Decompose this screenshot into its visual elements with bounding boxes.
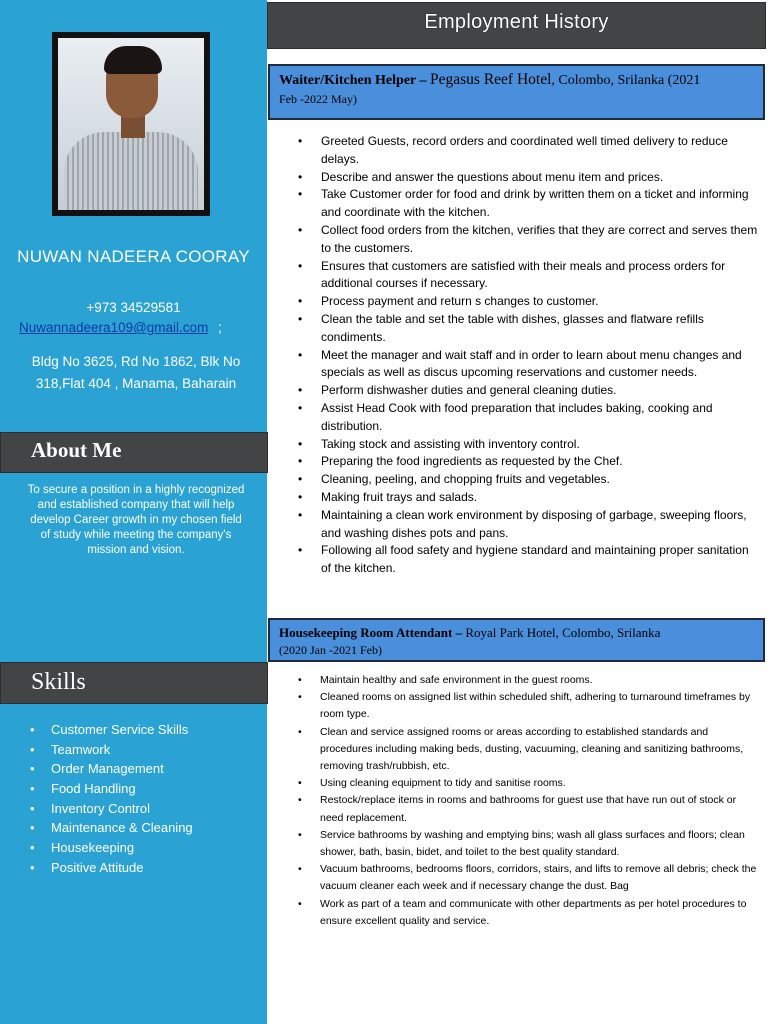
- skill-item: • Teamwork: [30, 741, 111, 757]
- job-dates: (2020 Jan -2021 Feb): [279, 643, 382, 657]
- duty-item: • Assist Head Cook with food preparation that includes baking, cooking and distribution.: [298, 400, 713, 433]
- job-location: , Colombo, Srilanka (2021: [551, 73, 701, 88]
- bullet-icon: •: [298, 400, 303, 415]
- bullet-icon: •: [298, 187, 303, 202]
- email-link[interactable]: Nuwannadeera109@gmail.com: [19, 320, 209, 335]
- job-company: Royal Park Hotel, Colombo, Srilanka: [465, 625, 661, 640]
- skill-item: • Customer Service Skills: [30, 722, 189, 737]
- bullet-icon: •: [298, 294, 303, 309]
- bullet-icon: •: [298, 543, 303, 558]
- profile-photo: [52, 32, 210, 216]
- duty-item: • Cleaning, peeling, and chopping fruits and vegetables.: [298, 471, 760, 489]
- bullet-icon: •: [30, 840, 35, 856]
- duty-item: • Perform dishwasher duties and general cleaning duties.: [298, 382, 760, 400]
- duty-item: • Using cleaning equipment to tidy and sanitise rooms.: [298, 775, 760, 792]
- bullet-icon: •: [298, 897, 302, 910]
- job-header-1: Waiter/Kitchen Helper – Pegasus Reef Hotel, Colombo, Srilanka (2021 Feb -2022 May): [268, 64, 765, 120]
- candidate-name: NUWAN NADEERA COORAY: [17, 247, 250, 266]
- duty-item: • Clean the table and set the table with dishes, glasses and flatware refills condiments.: [298, 311, 704, 344]
- photo-hair: [104, 46, 162, 74]
- phone-number: +973 34529581: [86, 300, 181, 315]
- duty-item: • Maintaining a clean work environment by disposing of garbage, sweeping floors, and washing dishes pots and pans.: [298, 507, 747, 540]
- job-duties-list-2: [298, 672, 760, 930]
- bullet-icon: •: [30, 722, 35, 737]
- job-header-2: Housekeeping Room Attendant – Royal Park Hotel, Colombo, Srilanka (2020 Jan -2021 Feb): [268, 618, 765, 662]
- about-text: To secure a position in a highly recognized and established company that will help develop Career growth in my chosen field of study while meeting the company's mission and vision.: [27, 484, 245, 556]
- skill-item: • Housekeeping: [30, 840, 135, 856]
- bullet-icon: •: [298, 794, 302, 807]
- duty-item: • Collect food orders from the kitchen, verifies that they are correct and serves them to the customers.: [298, 222, 758, 255]
- skill-item: • Inventory Control: [30, 800, 150, 816]
- duty-item: • Clean and service assigned rooms or areas according to established standards and procedures including making beds, dusting, vacuuming, cleaning and sanitizing bathrooms, removing trash/rubbish, etc.: [298, 725, 744, 773]
- skills-heading-bar: [0, 662, 268, 704]
- job-company: Pegasus Reef Hotel: [430, 71, 552, 88]
- bullet-icon: •: [298, 725, 302, 738]
- duty-item: • Maintain healthy and safe environment in the guest rooms.: [298, 672, 760, 689]
- bullet-icon: •: [298, 507, 303, 522]
- bullet-icon: •: [298, 472, 303, 487]
- profile-photo-image: [58, 38, 204, 210]
- bullet-icon: •: [298, 258, 303, 273]
- bullet-icon: •: [298, 674, 302, 686]
- duty-item: • Take Customer order for food and drink by written them on a ticket and informing and coordinate with the kitchen.: [298, 187, 749, 220]
- email-separator: ;: [218, 320, 222, 335]
- duty-item: • Preparing the food ingredients as requested by the Chef.: [298, 453, 760, 471]
- duty-item: • Meet the manager and wait staff and in order to learn about menu changes and specials as well as discus upcoming reservations and customer needs.: [298, 347, 742, 380]
- duty-item: • Process payment and return s changes to customer.: [298, 293, 760, 311]
- duty-item: • Following all food safety and hygiene standard and maintaining proper sanitation of the kitchen.: [298, 543, 749, 576]
- bullet-icon: •: [30, 741, 35, 757]
- job-title: Housekeeping Room Attendant: [279, 625, 453, 640]
- bullet-icon: •: [298, 436, 303, 451]
- bullet-icon: •: [298, 169, 303, 184]
- sidebar: [0, 0, 267, 1024]
- employment-heading: Employment History: [424, 11, 609, 33]
- bullet-icon: •: [298, 828, 302, 841]
- duty-item: • Making fruit trays and salads.: [298, 489, 760, 507]
- photo-shirt: [64, 132, 198, 210]
- job-duties-list-1: [298, 133, 760, 578]
- duty-item: • Ensures that customers are satisfied with their meals and process orders for additional courses if necessary.: [298, 258, 726, 291]
- bullet-icon: •: [298, 347, 303, 362]
- bullet-icon: •: [298, 311, 303, 326]
- skill-item: • Maintenance & Cleaning: [30, 820, 193, 836]
- bullet-icon: •: [30, 781, 35, 797]
- job-dates: Feb -2022 May): [279, 92, 357, 106]
- about-heading-bar: [0, 432, 268, 473]
- skill-item: • Positive Attitude: [30, 859, 144, 875]
- skill-item: • Food Handling: [30, 781, 136, 797]
- about-heading: About Me: [31, 438, 122, 462]
- skills-list: [30, 722, 193, 880]
- duty-item: • Restock/replace items in rooms and bathrooms for guest use that have run out of stock or need replacement.: [298, 794, 737, 824]
- duty-item: • Vacuum bathrooms, bedrooms floors, corridors, stairs, and lifts to remove all debris; check the vacuum cleaner each week and if necessary change the dust. Bag: [298, 863, 757, 893]
- bullet-icon: •: [298, 863, 302, 876]
- bullet-icon: •: [30, 800, 35, 816]
- skill-item: • Order Management: [30, 761, 164, 777]
- bullet-icon: •: [298, 383, 303, 398]
- duty-item: • Describe and answer the questions about menu item and prices.: [298, 169, 760, 187]
- duty-item: • Taking stock and assisting with inventory control.: [298, 436, 760, 454]
- address: Bldg No 3625, Rd No 1862, Blk No 318,Flat 404 , Manama, Baharain: [31, 354, 241, 391]
- bullet-icon: •: [298, 777, 302, 790]
- job-title: Waiter/Kitchen Helper: [279, 73, 416, 88]
- duty-item: • Service bathrooms by washing and emptying bins; wash all glass surfaces and floors; clean shower, bath, basin, bidet, and toilet to the best quality standard.: [298, 828, 745, 859]
- duty-item: • Work as part of a team and communicate with other departments as per hotel procedures to ensure excellent quality and service.: [298, 897, 747, 927]
- bullet-icon: •: [298, 222, 303, 237]
- bullet-icon: •: [298, 489, 303, 504]
- bullet-icon: •: [298, 454, 303, 469]
- skills-heading: Skills: [31, 669, 86, 695]
- bullet-icon: •: [30, 859, 35, 875]
- bullet-icon: •: [298, 691, 302, 704]
- bullet-icon: •: [30, 761, 35, 777]
- duty-item: • Greeted Guests, record orders and coordinated well timed delivery to reduce delays.: [298, 134, 728, 166]
- bullet-icon: •: [30, 820, 35, 836]
- employment-heading-bar: [267, 2, 766, 49]
- bullet-icon: •: [298, 134, 303, 148]
- duty-item: • Cleaned rooms on assigned list within scheduled shift, adhering to turnaround timeframes by room type.: [298, 691, 751, 721]
